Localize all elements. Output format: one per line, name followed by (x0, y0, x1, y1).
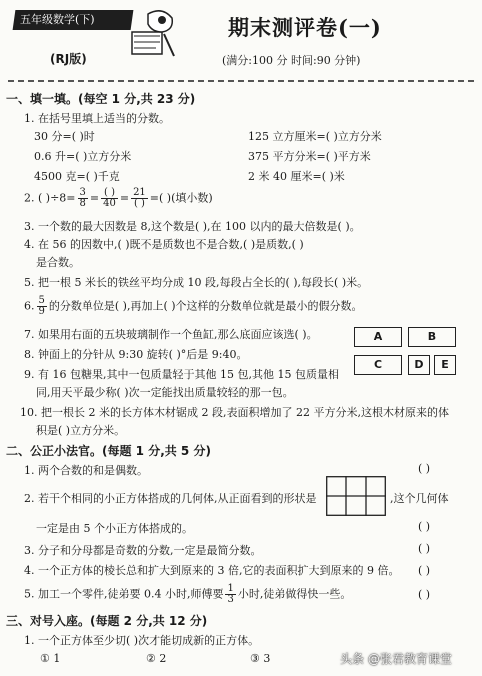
question-2-2-mid: ,这个几何体 (390, 492, 449, 505)
option-3: ③ 3 (250, 652, 271, 665)
fraction: $\frac{( )}{40}$ (103, 187, 116, 209)
exam-info: (满分:100 分 时间:90 分钟) (222, 54, 361, 67)
question-1-1-item: 2 米 40 厘米=( )米 (248, 170, 345, 183)
question-1-1-item: 30 分=( )时 (34, 130, 95, 143)
glass-piece-b: B (408, 327, 456, 347)
section-2-heading: 二、公正小法官。(每题 1 分,共 5 分) (6, 444, 211, 458)
question-1-1-item: 375 平方分米=( )平方米 (248, 150, 371, 163)
glass-piece-e: E (434, 355, 456, 375)
section-3-heading: 三、对号入座。(每题 2 分,共 12 分) (6, 614, 208, 628)
question-2-2: 2. 若干个相同的小正方体搭成的几何体,从正面看到的形状是 (24, 492, 317, 505)
section-1-heading: 一、填一填。(每空 1 分,共 23 分) (6, 92, 196, 106)
answer-paren: ( ) (418, 564, 431, 577)
glass-piece-a: A (354, 327, 402, 347)
question-1-2: 2. ( )÷8= $\frac{3}{8}$ = $\frac{( )}{40}$ = $\frac{21}{( )}$ =( )(填小数) (24, 187, 213, 209)
fraction: $\frac{1}{3}$ (227, 583, 234, 605)
option-2: ② 2 (146, 652, 167, 665)
question-1-9: 9. 有 16 包糖果,其中一包质量轻于其他 15 包,其他 15 包质量相 (24, 368, 339, 381)
question-1-6: 6. $\frac{5}{9}$ 的分数单位是( ),再加上( )个这样的分数单位就是最小的假分数。 (24, 295, 363, 317)
question-1-1-item: 125 立方厘米=( )立方分米 (248, 130, 382, 143)
option-1: ① 1 (40, 652, 61, 665)
answer-paren: ( ) (418, 542, 431, 555)
glass-piece-d: D (408, 355, 430, 375)
watermark: 头条 @张君教育课堂 (340, 652, 452, 666)
question-1-3: 3. 一个数的最大因数是 8,这个数是( ),在 100 以内的最大倍数是( )。 (24, 220, 361, 233)
answer-paren: ( ) (418, 588, 431, 601)
glass-piece-c: C (354, 355, 402, 375)
question-1-8: 8. 钟面上的分针从 9:30 旋转( )°后是 9:40。 (24, 348, 248, 361)
header-divider (8, 80, 474, 82)
front-view-shape (326, 476, 386, 516)
question-2-2-cont: 一定是由 5 个小正方体搭成的。 (36, 522, 193, 535)
question-1-7: 7. 如果用右面的五块玻璃制作一个鱼缸,那么底面应该选( )。 (24, 328, 318, 341)
question-1-10: 10. 把一根长 2 米的长方体木材锯成 2 段,表面积增加了 22 平方分米,这根木材原来的体 (20, 406, 449, 419)
question-3-1: 1. 一个正方体至少切( )次才能切成新的正方体。 (24, 634, 260, 647)
question-2-1: 1. 两个合数的和是偶数。 (24, 464, 148, 477)
question-2-4: 4. 一个正方体的棱长总和扩大到原来的 3 倍,它的表面积扩大到原来的 9 倍。 (24, 564, 400, 577)
fraction: $\frac{3}{8}$ (79, 187, 86, 209)
decorative-illustration (128, 6, 178, 60)
page-title: 期末测评卷(一) (228, 15, 382, 40)
grade-badge: 五年级数学(下) (13, 10, 134, 30)
fraction: $\frac{5}{9}$ (38, 295, 45, 317)
answer-paren: ( ) (418, 520, 431, 533)
edition-label: (RJ版) (50, 52, 87, 66)
question-2-3: 3. 分子和分母都是奇数的分数,一定是最简分数。 (24, 544, 262, 557)
question-2-5: 5. 加工一个零件,徒弟要 0.4 小时,师傅要 $\frac{1}{3}$ 小时,徒弟做得快一些。 (24, 583, 352, 605)
question-1-9-cont: 同,用天平最少称( )次一定能找出质量较轻的那一包。 (36, 386, 294, 399)
question-1-5: 5. 把一根 5 米长的铁丝平均分成 10 段,每段占全长的( ),每段长( )米。 (24, 276, 369, 289)
question-1-1-item: 4500 克=( )千克 (34, 170, 120, 183)
fraction: $\frac{21}{( )}$ (133, 187, 146, 209)
question-1-1-item: 0.6 升=( )立方分米 (34, 150, 132, 163)
question-1-4-cont: 是合数。 (36, 256, 80, 269)
question-1-4: 4. 在 56 的因数中,( )既不是质数也不是合数,( )是质数,( ) (24, 238, 304, 251)
question-1-1: 1. 在括号里填上适当的分数。 (24, 112, 170, 125)
answer-paren: ( ) (418, 462, 431, 475)
question-1-10-cont: 积是( )立方分米。 (36, 424, 126, 437)
